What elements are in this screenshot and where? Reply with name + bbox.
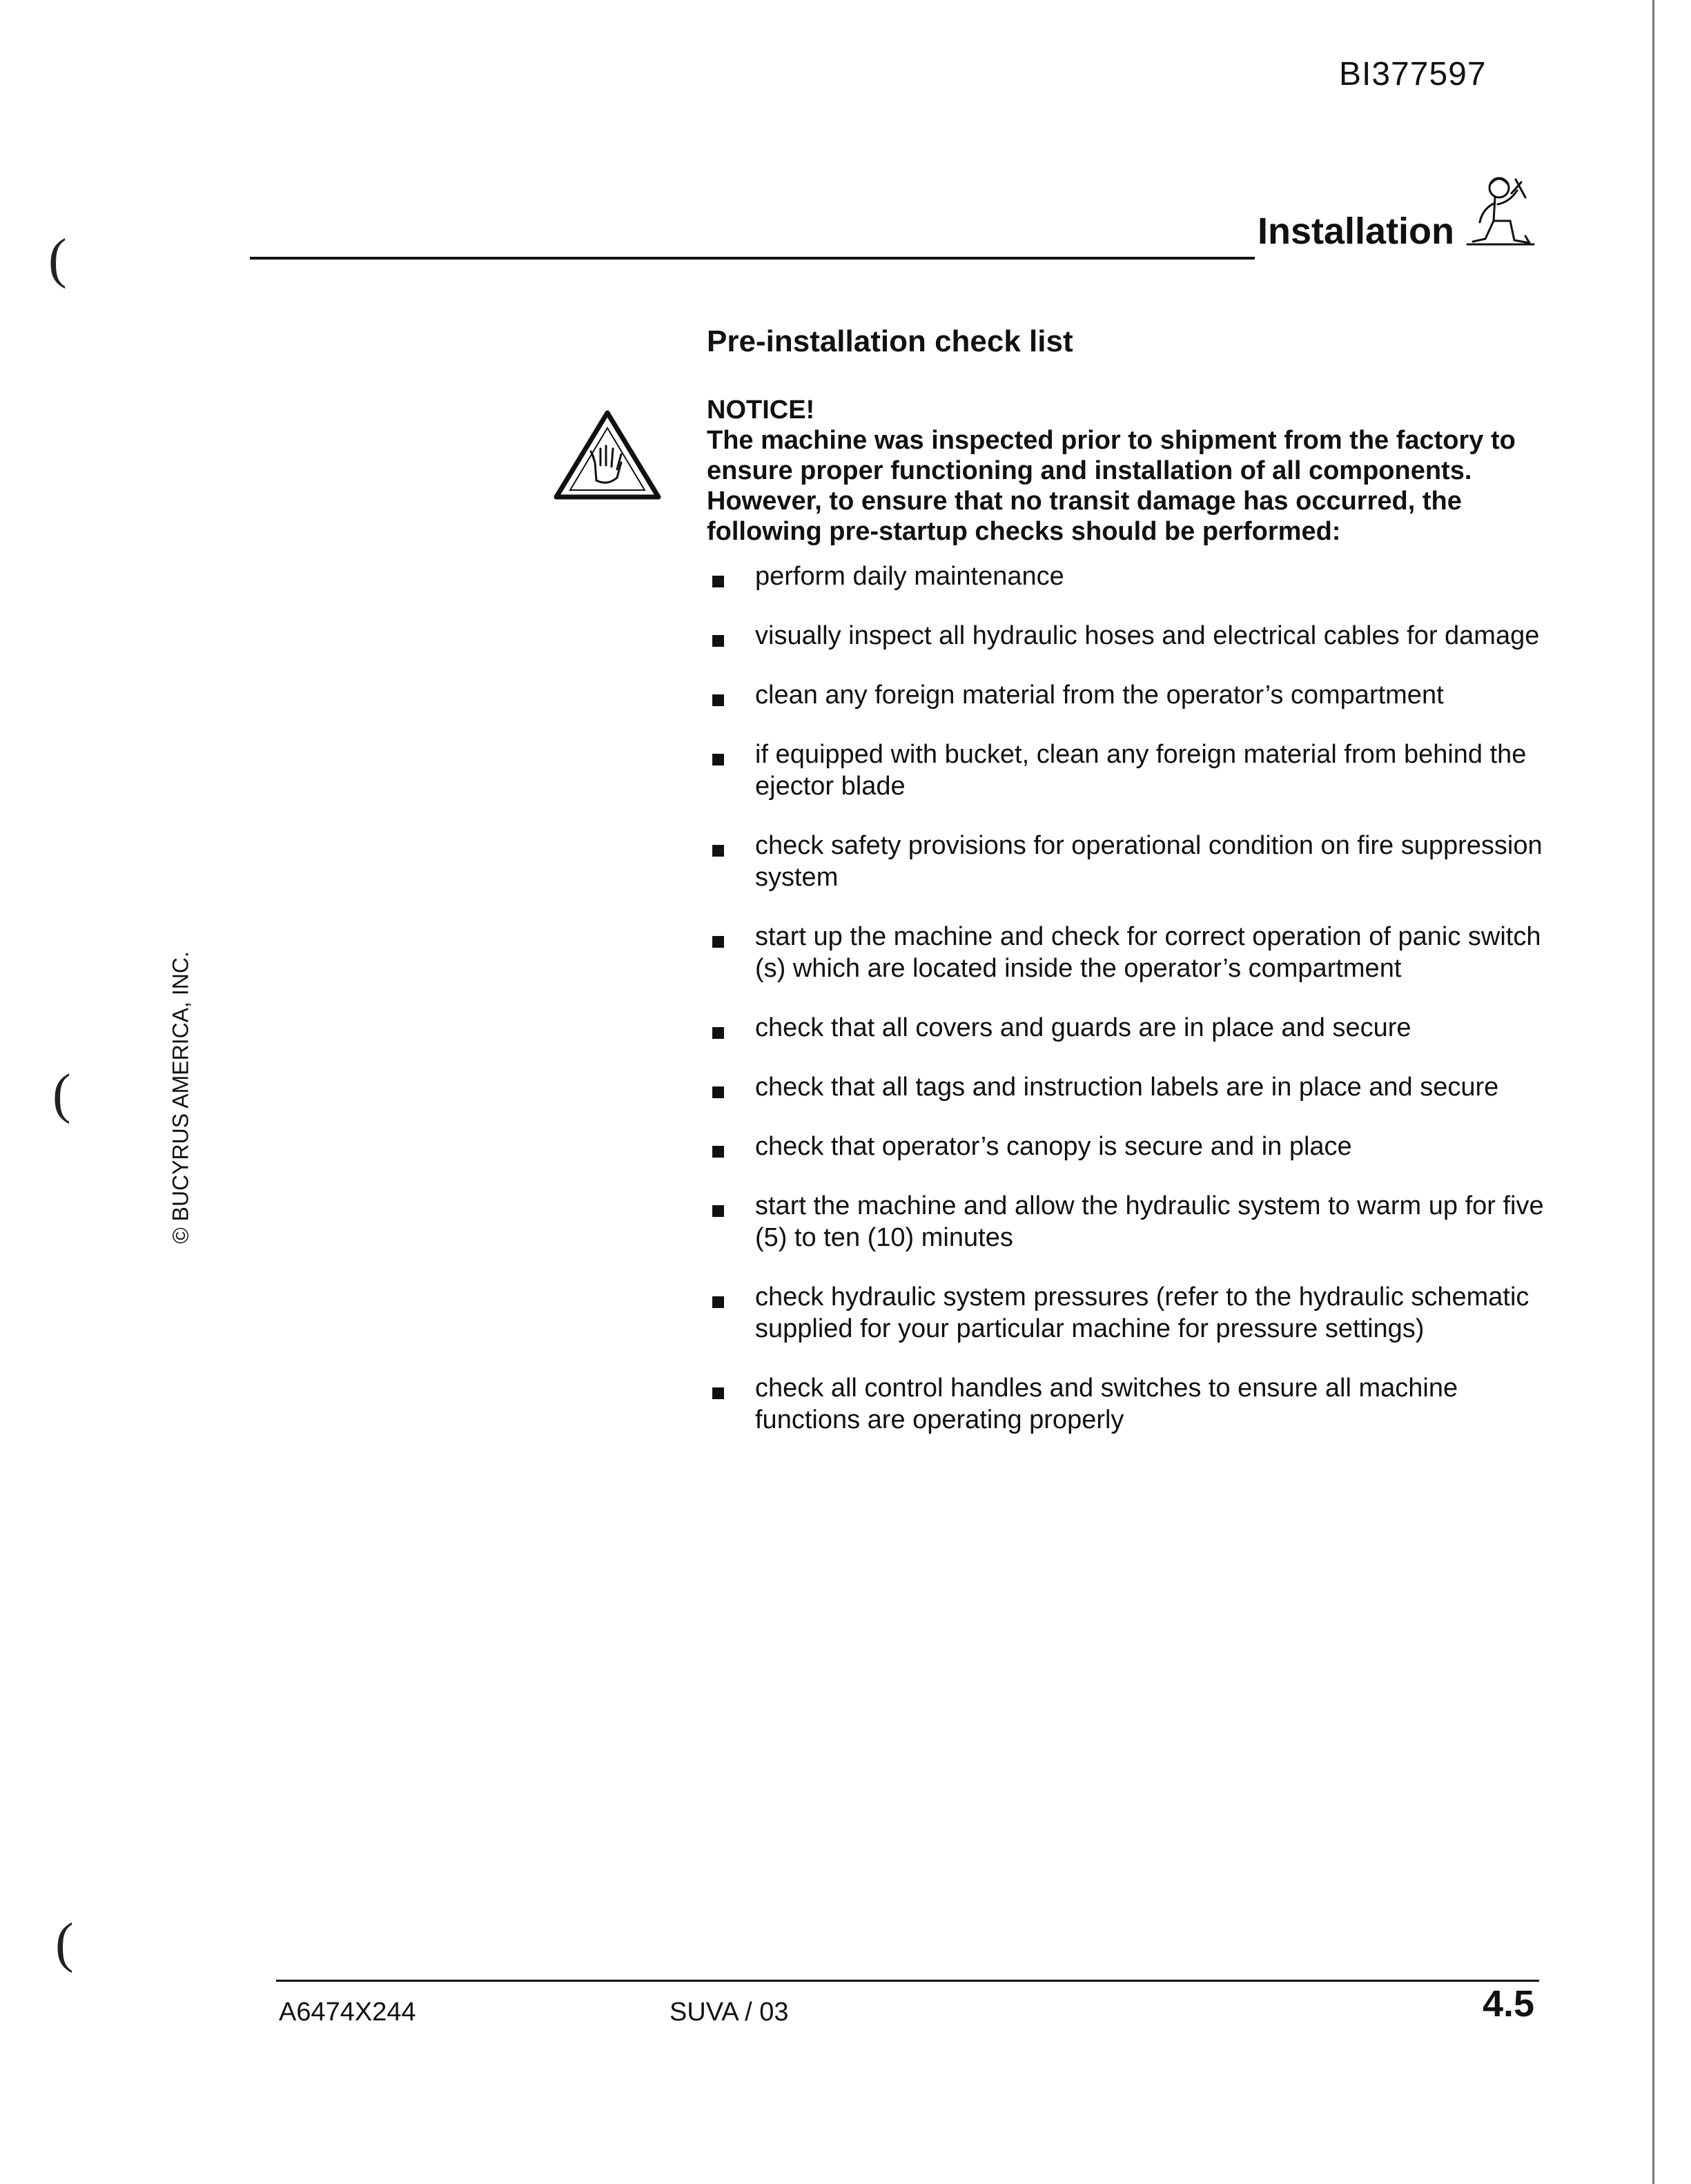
document-id: BI377597 [1339, 56, 1487, 92]
worker-with-tools-icon [1462, 170, 1538, 266]
list-item: check that operator’s canopy is secure and in place [704, 1131, 1560, 1162]
binder-hole-mark: ( [55, 1913, 74, 1973]
binder-hole-mark: ( [48, 228, 67, 289]
notice-heading: NOTICE! [707, 396, 815, 425]
list-item: visually inspect all hydraulic hoses and electrical cables for damage [704, 620, 1560, 652]
page-title: Pre-installation check list [707, 324, 1073, 358]
list-item: check that all covers and guards are in place and secure [704, 1012, 1560, 1044]
list-item: check that all tags and instruction labels are in place and secure [704, 1071, 1560, 1103]
section-title: Installation [1258, 211, 1455, 252]
notice-block [707, 395, 1549, 547]
hand-warning-triangle-icon [552, 409, 663, 503]
list-item: start up the machine and check for correct operation of panic switch (s) which are located inside the operator’s compartment [704, 921, 1560, 984]
list-item: start the machine and allow the hydraulic system to warm up for five (5) to ten (10) minutes [704, 1190, 1560, 1254]
page-number: 4.5 [1483, 1983, 1535, 2025]
footer-revision: SUVA / 03 [669, 1998, 789, 2027]
section-rule [250, 257, 1255, 260]
binder-hole-mark: ( [52, 1064, 71, 1124]
list-item: if equipped with bucket, clean any foreign material from behind the ejector blade [704, 739, 1560, 802]
footer-document-number: A6474X244 [279, 1998, 416, 2027]
notice-text: The machine was inspected prior to shipment from the factory to ensure proper functioning and installation of all components. However, to ensure that no transit damage has occurred, the following pre-startup checks should be performed: [707, 426, 1516, 546]
copyright-notice: © BUCYRUS AMERICA, INC. [168, 951, 193, 1244]
page-edge-line [1652, 0, 1654, 2184]
list-item: check hydraulic system pressures (refer to the hydraulic schematic supplied for your particular machine for pressure settings) [704, 1281, 1560, 1345]
list-item: check all control handles and switches to ensure all machine functions are operating properly [704, 1372, 1560, 1436]
list-item: perform daily maintenance [704, 560, 1560, 592]
list-item: clean any foreign material from the operator’s compartment [704, 679, 1560, 711]
list-item: check safety provisions for operational condition on fire suppression system [704, 830, 1560, 893]
pre-installation-checklist [704, 560, 1560, 1463]
footer-rule [276, 1980, 1539, 1982]
